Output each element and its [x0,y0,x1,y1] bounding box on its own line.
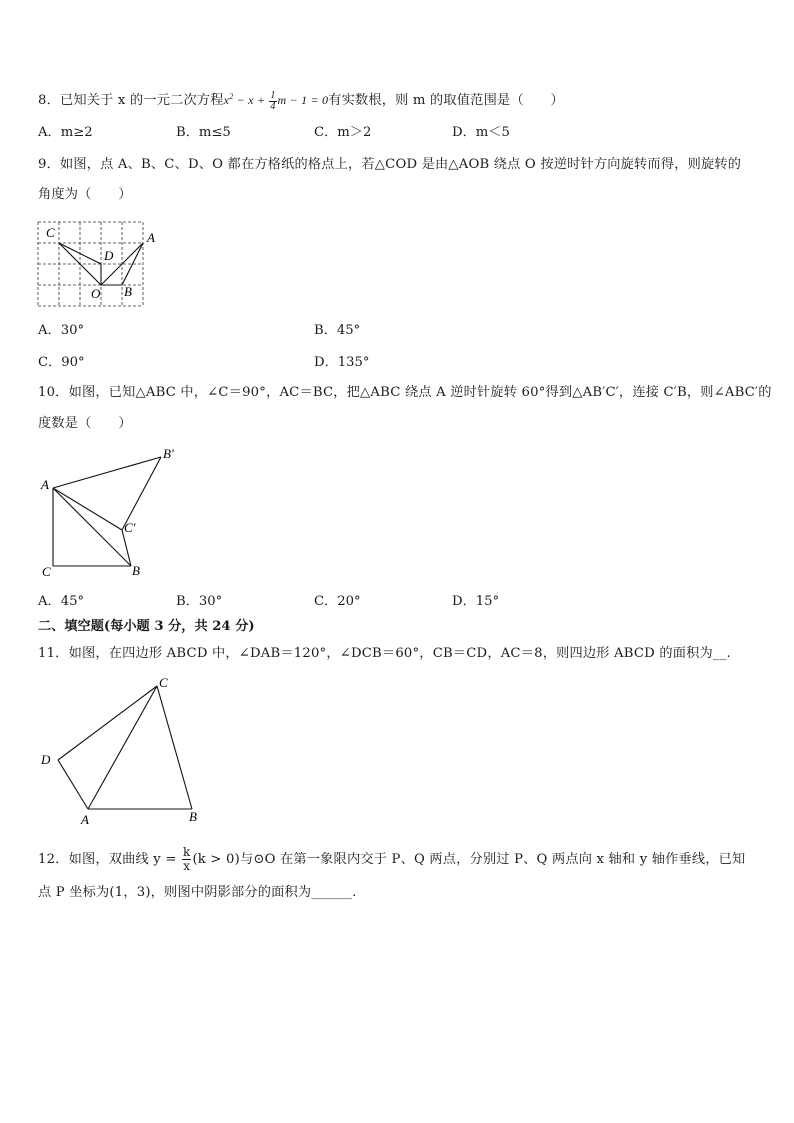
q9-label-a: A [147,230,155,245]
q11-label-c: C [159,675,168,690]
q9-option-a[interactable]: A．30° [38,323,85,338]
q11-segment-da [58,760,88,809]
q9-label-o: O [91,286,101,301]
q12-suffix: 与⊙O 在第一象限内交于 P、Q 两点，分别过 P、Q 两点向 x 轴和 y 轴作垂线，已知 [239,852,746,867]
q9-segment-cd [59,243,101,264]
q10-option-c[interactable]: C．20° [314,594,361,609]
q8-prefix: 8．已知关于 x 的一元二次方程 [38,93,224,108]
q10-option-d[interactable]: D．15° [452,594,500,609]
q10-option-b[interactable]: B．30° [176,594,223,609]
q8-suffix: 有实数根，则 m 的取值范围是（ ） [328,93,564,108]
q9-option-d[interactable]: D．135° [314,355,370,370]
q11-stem: 11．如图，在四边形 ABCD 中，∠DAB＝120°，∠DCB＝60°，CB＝CD，AC＝8，则四边形 ABCD 的面积为__. [38,646,731,661]
q12-condition: (k > 0) [192,852,240,867]
q10-stem-line1: 10．如图，已知△ABC 中，∠C＝90°，AC＝BC，把△ABC 绕点 A 逆时针旋转 60°得到△AB′C′，连接 C′B，则∠ABC′的 [38,385,772,400]
q9-option-b[interactable]: B．45° [314,323,361,338]
q9-label-d: D [104,248,114,263]
q10-label-b: B [132,563,140,578]
q9-label-c: C [46,225,55,240]
q12-stem-line2: 点 P 坐标为(1，3)，则图中阴影部分的面积为______. [38,885,357,900]
q11-figure [36,672,216,832]
q10-label-c: C [42,564,51,579]
q9-option-c[interactable]: C．90° [38,355,85,370]
q8-stem [38,88,564,112]
q9-stem-line2: 角度为（ ） [38,187,132,202]
q10-label-c-prime: C′ [124,520,136,535]
q10-segment-ab-prime [53,457,161,488]
q10-option-a[interactable]: A．45° [38,594,85,609]
q9-label-b: B [124,284,132,299]
q11-segment-dc [58,686,157,760]
q11-segment-cb [157,686,192,809]
q8-equation: $x^2 - x$ + $\frac{1}{4}$ m − 1 = 0 [223,89,329,112]
q12-fraction: $\frac{k}{x}$ [182,845,191,873]
q10-figure [36,442,186,582]
q10-segment-ab [53,488,131,566]
q11-segment-ac [88,686,157,809]
q8-option-c[interactable]: C．m＞2 [314,125,372,140]
q8-fraction: $\frac{1}{4}$ [270,89,276,112]
q9-grid-figure [30,215,165,310]
q11-label-d: D [41,752,51,767]
q10-label-a: A [41,477,49,492]
q10-label-b-prime: B′ [163,446,174,461]
q8-option-b[interactable]: B．m≤5 [176,125,231,140]
q8-option-d[interactable]: D．m＜5 [452,125,510,140]
q11-label-b: B [189,809,197,824]
q10-stem-line2: 度数是（ ） [38,416,132,431]
q9-stem-line1: 9．如图，点 A、B、C、D、O 都在方格纸的格点上，若△COD 是由△AOB 绕点 O 按逆时针方向旋转而得，则旋转的 [38,157,742,172]
q12-prefix: 12．如图，双曲线 y = [38,852,181,867]
section-fill-in-heading: 二、填空题(每小题 3 分，共 24 分) [38,619,255,634]
q8-option-a[interactable]: A．m≥2 [38,125,93,140]
q10-segment-ac-prime [53,488,122,530]
q11-label-a: A [81,812,89,827]
q12-stem-line1 [38,846,745,873]
q10-segment-c-prime-b [122,530,131,566]
